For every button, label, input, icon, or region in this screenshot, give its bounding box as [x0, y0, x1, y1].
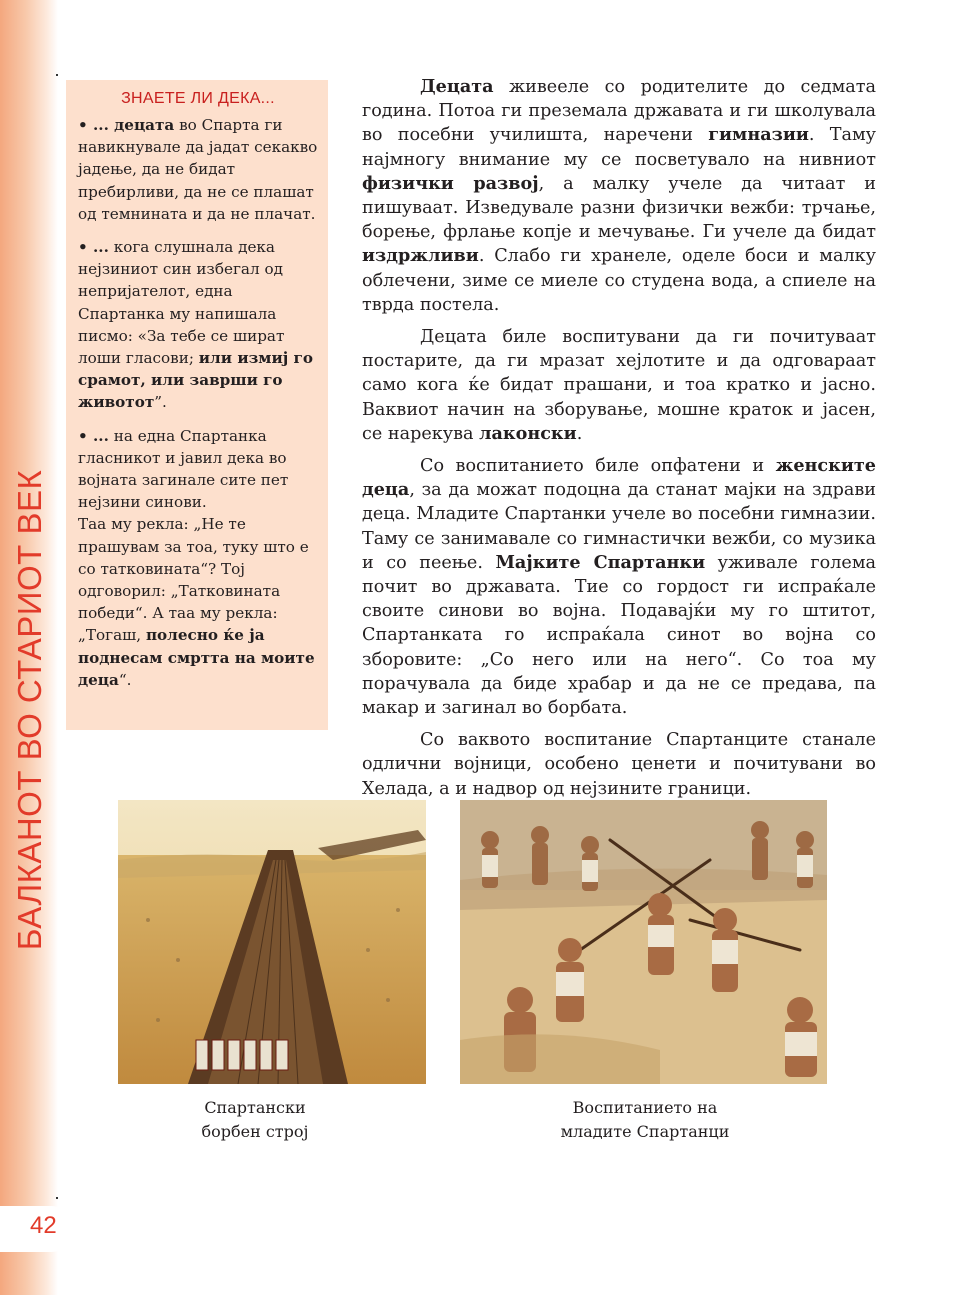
paragraph-text: Децата биле воспитувани да ги почитуваат постарите, да ги мразат хејлотите и да одговараат само кога ќе бидат прашани, и тоа кратко и јасно. Ваквиот начин на зборување, мошне краток и јасен, се нарекува: [362, 327, 876, 444]
paragraph-text: . Слабо ги хранеле, оделе боси и малку облечени, зиме се миеле со студена вода, а спиеле на тврда постела.: [362, 246, 876, 315]
paragraph-text: уживале голема почит во државата. Тие со гордост ги испраќале своите синови во војна. Подавајќи му го штитот, Спартанката го испраќала синот во војна со зборовите: „Со него или на него“. Со тоа му порачувала да биде храбар и да не се предава, па макар и загинал во борбата.: [362, 552, 876, 719]
paragraph: [362, 454, 876, 720]
caption-line: младите Спартанци: [560, 1122, 730, 1141]
item-text: Таа му рекла: „Не те прашувам за тоа, туку што е со татковината“? Тој одговорил: „Татковината победи“. А таа му рекла: „Тогаш,: [78, 515, 309, 645]
page-number: 42: [30, 1212, 57, 1239]
bullet-icon: •: [78, 426, 88, 445]
item-text-end: “.: [118, 670, 132, 689]
paragraph-text: .: [576, 423, 583, 444]
did-you-know-item: [78, 114, 318, 225]
bold-term: издржливи: [362, 245, 479, 267]
did-you-know-title: ЗНАЕТЕ ЛИ ДЕКА...: [121, 90, 275, 107]
print-mark: [56, 1197, 58, 1199]
spartan-training-image: [460, 800, 827, 1084]
item-bold-text: полесно ќе ја поднесам смртта на моите деца: [78, 626, 315, 689]
paragraph: [362, 325, 876, 446]
paragraph-text: . Таму најмногу внимание му се посветувало на нивниот: [362, 125, 876, 170]
paragraph-text: Со ваквото воспитание Спартанците станале одлични војници, особено ценети и почитувани во Хелада, а и надвор од нејзините граници.: [362, 730, 876, 799]
paragraph: [362, 728, 876, 801]
paragraph-text: живееле со родителите до седмата година. Потоа ги преземала државата и ги школувала во посебни училишта, наречени: [362, 77, 876, 146]
caption-line: борбен строј: [201, 1122, 309, 1141]
did-you-know-item: [78, 236, 318, 414]
ellipsis: ...: [87, 426, 109, 445]
item-text: кога слушнала дека нејзиниот син избегал од непријателот, една Спартанка му напишала писмо: «За тебе се шират лоши гласови;: [78, 238, 285, 368]
item-bold-text: или измиј го срамот, или заврши го животот: [78, 349, 313, 412]
bold-term: физички развој: [362, 172, 539, 194]
item-text: на една Спартанка гласникот и јавил дека во војната загинале сите пет нејзини синови.: [78, 426, 289, 512]
chapter-title-text: БАЛКАНОТ ВО СТАРИОТ ВЕК: [11, 469, 49, 951]
item-text: во Спарта ги навикнувале да јадат секакво јадење, да не бидат пребирливи, да не се плашат од темнината и да не плачат.: [78, 116, 318, 223]
paragraph-text: , а малку учеле да читаат и пишуваат. Изведувале разни физички вежби: трчање, борење, фрлање копје и мечување. Ги учеле да бидат: [362, 173, 877, 243]
item-text-end: ”.: [154, 393, 167, 412]
bullet-icon: •: [78, 116, 88, 134]
main-text: [362, 75, 876, 809]
figure-caption-training: [540, 1096, 750, 1144]
paragraph: [362, 75, 876, 317]
did-you-know-box: [66, 80, 328, 730]
figure-caption-phalanx: [150, 1096, 360, 1144]
training-illustration: [460, 800, 827, 1084]
spartan-phalanx-image: [118, 800, 426, 1084]
phalanx-illustration: [118, 800, 426, 1084]
bold-term: лаконски: [479, 422, 577, 444]
bullet-icon: •: [78, 238, 88, 257]
bold-lead: децата: [108, 116, 175, 134]
chapter-title: [11, 430, 49, 990]
print-mark: [56, 74, 58, 76]
ellipsis: ...: [87, 238, 109, 257]
ellipsis: ...: [87, 116, 109, 134]
caption-line: Воспитанието на: [572, 1098, 718, 1117]
paragraph-text: , за да можат подоцна да станат мајки на здрави деца. Младите Спартанки учеле во посебни гимназии. Таму се занимавале со гимнастички вежби, со музика и со пеење.: [362, 480, 876, 573]
caption-line: Спартански: [204, 1098, 306, 1117]
bold-term: Децата: [420, 76, 494, 97]
bold-term: гимназии: [708, 124, 809, 146]
bold-term: женските деца: [362, 455, 876, 501]
did-you-know-item: [78, 425, 318, 691]
paragraph-text: Со воспитанието биле опфатени и: [420, 456, 776, 477]
bold-term: Мајките Спартанки: [495, 551, 706, 573]
